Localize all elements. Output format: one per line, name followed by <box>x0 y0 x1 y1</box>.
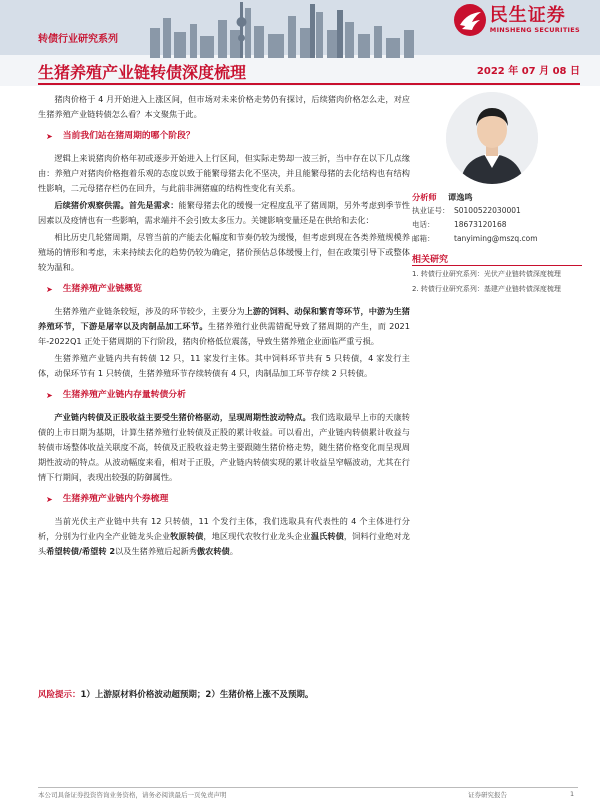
body-paragraph <box>38 198 410 228</box>
paragraph-text: 能繁母猪去化的缓慢一定程度乱平了猪周期，另外考虑到季节性因素以及疫情也有一些影响，需求端并不会引致太多压力。关键影响变量还是在供给和去化： <box>38 200 410 225</box>
paragraph-text: 生猪养殖产业链条较短，涉及的环节较少，主要分为 <box>54 306 245 316</box>
bold-lead: 后续猪价观察供需。首先是需求： <box>54 200 179 210</box>
body-paragraph <box>38 304 410 349</box>
email-label: 邮箱： <box>412 234 435 243</box>
related-rule <box>412 265 582 266</box>
paragraph-text: ，地区现代农牧行业龙头企业 <box>203 531 311 541</box>
section-title: 生猪养殖产业链概览 <box>62 284 142 294</box>
bond-name: 牧原转债 <box>170 531 204 541</box>
phone-number: 18673120168 <box>454 220 507 229</box>
cert-number: S0100522030001 <box>454 206 521 215</box>
section-title: 生猪养殖产业链内存量转债分析 <box>62 390 186 400</box>
section-title: 当前我们站在猪周期的哪个阶段？ <box>62 131 195 141</box>
arrow-icon: ➤ <box>46 132 53 141</box>
report-title: 生猪养殖产业链转债深度梳理 <box>38 63 247 82</box>
arrow-icon: ➤ <box>46 391 53 400</box>
paragraph-text: ，饲料行业绝对龙头 <box>38 531 410 556</box>
logo-mark-icon <box>453 3 487 37</box>
bold-lead: 产业链内转债及正股收益主要受生猪价格驱动，呈现周期性波动特点。 <box>54 412 311 422</box>
analyst-row <box>412 190 582 204</box>
report-header <box>0 0 600 86</box>
body-paragraph: 生猪养殖产业链内共有转债 12 只，11 家发行主体。其中饲料环节共有 5 只转债，4 家发行主体，动保环节有 1 只转债，生猪养殖环节存续转债有 4 只，肉制品加工环节存续 2 只转债。 <box>38 353 410 378</box>
footer-disclaimer: 本公司具备证券投资咨询业务资格，请务必阅读最后一页免责声明 <box>38 791 227 799</box>
related-item[interactable]: 1. 转债行业研究系列：光伏产业链转债深度梳理 <box>412 270 561 278</box>
body-paragraph: 逻辑上来说猪肉价格年初或逐步开始进入上行区间，但实际走势却一波三折，当中存在以下几点缘由：养殖户对猪肉价格抱着乐观的态度以致于能繁母猪去化不坚决，并且能繁母猪的去化结构也有结构性影响，二元母猪存栏仍在回升，与此前非洲猪瘟的结构性变化有关系。 <box>38 153 410 193</box>
analyst-row <box>412 204 582 218</box>
related-research-title: 相关研究 <box>412 255 449 265</box>
report-date: 2022 年 07 月 08 日 <box>476 66 580 77</box>
related-research-list <box>412 268 582 298</box>
intro-paragraph: 猪肉价格于 4 月开始进入上涨区间，但市场对未来价格走势仍有探讨，后续猪肉价格怎么走，对应生猪养殖产业链转债怎么看？本文聚焦于此。 <box>38 94 410 119</box>
footer-rule <box>38 787 578 788</box>
paragraph-text: 。 <box>229 546 238 556</box>
section-title: 生猪养殖产业链内个券梳理 <box>62 494 169 504</box>
body-paragraph <box>38 410 410 485</box>
bond-name: 温氏转债 <box>310 531 344 541</box>
bond-name: 傲农转债 <box>196 546 230 556</box>
logo-en-text: MINSHENG SECURITIES <box>489 26 580 34</box>
footer-doc-type: 证券研究报告 <box>468 791 507 799</box>
logo-cn-text: 民生证券 <box>489 5 566 26</box>
paragraph-text: 生猪养殖行业供需错配导致了猪周期的产生，而 2021 年-2022Q1 正处于猪周期的下行阶段，猪肉价格低位震荡，导致生猪养殖企业面临严重亏损。 <box>38 321 410 346</box>
body-paragraph: 相比历史几轮猪周期，尽管当前的产能去化幅度和节奏仍较为缓慢，但考虑到现在各类养殖规模养殖场的情形和考虑，未来持续去化的趋势仍较为确定，猪价预估总体缓慢上行，但在政策引导下或整体较为温和。 <box>38 232 410 272</box>
phone-label: 电话： <box>412 220 435 229</box>
section-heading <box>46 129 410 144</box>
analyst-photo <box>446 92 538 184</box>
analyst-info <box>412 190 582 246</box>
analyst-name: 谭逸鸣 <box>448 192 473 202</box>
related-item[interactable]: 2. 转债行业研究系列：基建产业链转债深度梳理 <box>412 285 561 293</box>
risk-label: 风险提示： <box>38 690 81 700</box>
arrow-icon: ➤ <box>46 285 53 294</box>
cert-label: 执业证号： <box>412 206 450 215</box>
bold-text: 上游的饲料、动保和繁育等环节，中游为生猪养殖环节，下游是屠宰以及肉制品加工环节。 <box>38 306 410 331</box>
section-heading <box>46 388 410 403</box>
minsheng-logo <box>453 3 580 37</box>
analyst-portrait-icon <box>446 92 538 184</box>
section-heading <box>46 492 410 507</box>
paragraph-text: 以及生猪养殖后起新秀 <box>115 546 197 556</box>
analyst-row <box>412 218 582 232</box>
email-address[interactable]: tanyiming@mszq.com <box>454 234 538 243</box>
risk-warning <box>38 688 578 700</box>
header-rule <box>38 83 580 85</box>
paragraph-text: 当前光伏主产业链中共有 12 只转债，11 个发行主体，我们选取具有代表性的 4 个主体进行分析，分别为行业内全产业链龙头企业 <box>38 516 410 541</box>
analyst-row <box>412 232 582 246</box>
body-paragraph <box>38 514 410 559</box>
analyst-role: 分析师 <box>412 192 437 202</box>
page-number: 1 <box>570 790 575 798</box>
main-content <box>38 92 410 561</box>
report-series: 转债行业研究系列 <box>38 34 118 45</box>
paragraph-text: 我们选取最早上市的天康转债的上市日期为基期，计算生猪养殖行业转债及正股的累计收益。可以看出，产业链内转债累计收益与转债市场整体收益关联度不高，转债及正股收益走势主要跟随生猪价格走势，随生猪价格变化而呈现周期性波动的特点。从波动幅度来看，相对于正股，产业链内转债实现的累计收益呈窄幅波动，尤其在行情下行期间，表现出较强的防御属性。 <box>38 412 410 482</box>
arrow-icon: ➤ <box>46 495 53 504</box>
risk-text: 1）上游原材料价格波动超预期；2）生猪价格上涨不及预期。 <box>80 690 314 700</box>
section-heading <box>46 282 410 297</box>
bond-name: 希望转债/希望转 2 <box>46 546 116 556</box>
